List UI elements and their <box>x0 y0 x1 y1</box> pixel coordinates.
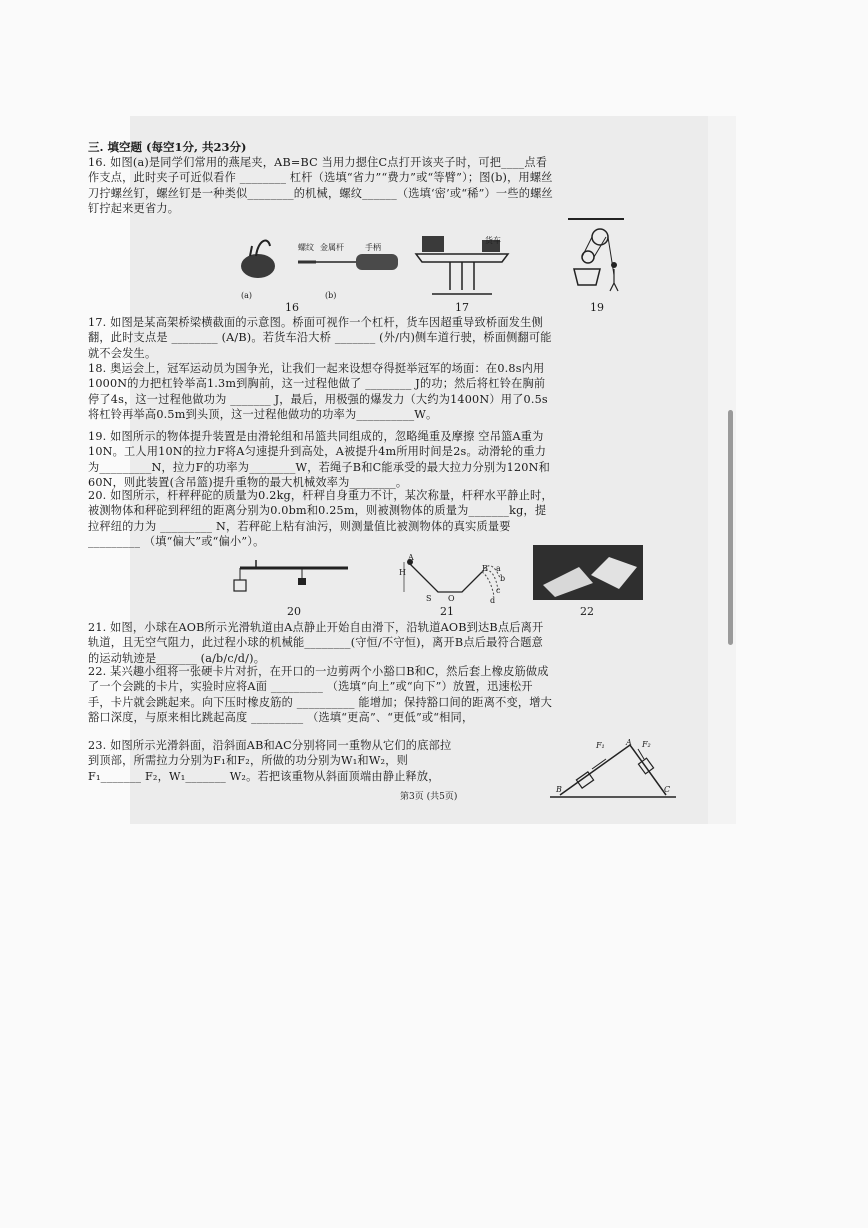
question-19: 19. 如图所示的物体提升装置是由滑轮组和吊篮共同组成的，忽略绳重及摩擦 空吊篮A重为10N。工人用10N的拉力F将A匀速提升到高处，A被提升4m所用时间是2s。动滑轮的重力为_________N，拉力F的功率为________W，若绳子B和C能承受的最大拉力分别为120N和60N，则此装置(含吊篮)提升重物的最大机械效率为________。 <box>88 430 550 490</box>
label-b: b <box>500 574 506 583</box>
label-fig16b: (b) <box>325 291 337 300</box>
figure-16-clip <box>230 228 290 288</box>
label-C-23: C <box>664 785 671 794</box>
label-fig16a: (a) <box>241 291 253 300</box>
label-O: O <box>448 594 455 603</box>
question-17: 17. 如图是某高架桥梁横截面的示意图。桥面可视作一个杠杆，货车因超重导致桥面发生侧翻，此时支点是 ________ (A/B)。若货车沿大桥 _______ (外/内)侧车道行驶，桥面侧翻可能就不会发生。 <box>88 316 552 360</box>
label-A-23: A <box>626 738 632 747</box>
label-S: S <box>426 594 432 603</box>
fig-22-number: 22 <box>580 605 594 618</box>
label-A-21: A <box>408 553 414 562</box>
question-22: 22. 某兴趣小组将一张硬卡片对折，在开口的一边剪两个小豁口B和C，然后套上橡皮筋做成了一个会跳的卡片，实验时应将A面 _________ （选填“向上”或“向下”）放置，迅速松开手，卡片就会跳起来。向下压时橡皮筋的 __________ 能增加；保持豁口间的距离不变，增大豁口深度，与原来相比跳起高度 _________ （选填“更高”、“更低”或“相同， <box>88 665 553 725</box>
label-F1: F₁ <box>596 741 605 750</box>
page-footer: 第3页 (共5页) <box>400 792 458 802</box>
question-21: 21. 如图，小球在AOB所示光滑轨道由A点静止开始自由滑下，沿轨道AOB到达B点后离开轨道，且无空气阻力，此过程小球的机械能________(守恒/不守恒)，离开B点后最符合题意的运动轨迹是_______ (a/b/c/d/)。 <box>88 621 544 665</box>
fig-16-number: 16 <box>285 301 299 314</box>
label-handle: 手柄 <box>365 243 381 252</box>
question-20: 20. 如图所示，杆秤秤砣的质量为0.2kg，杆秤自身重力不计，某次称量，杆秤水平静止时，被测物体和秤砣到秤纽的距离分别为0.0bm和0.25m，则被测物体的质量为_______kg，提拉秤纽的力为 _________ N，若秤砣上粘有油污，则测量值比被测物体的真实质量要 _________ （填“偏大”或“偏小”）。 <box>88 489 553 549</box>
fig-21-number: 21 <box>440 605 454 618</box>
figure-16-screwdriver <box>296 250 406 275</box>
figure-23-incline <box>548 735 678 805</box>
label-c: c <box>496 586 501 595</box>
figure-22-photo <box>533 545 643 600</box>
label-B-23: B <box>556 785 562 794</box>
fig-19-number: 19 <box>590 301 604 314</box>
label-a: a <box>496 564 501 573</box>
label-F2: F₂ <box>642 740 651 749</box>
label-metal-rod: 金属杆 <box>320 243 344 252</box>
label-screw: 螺纹 <box>298 243 314 252</box>
label-H: H <box>399 568 406 577</box>
fig-20-number: 20 <box>287 605 301 618</box>
question-16: 16. 如图(a)是同学们常用的燕尾夹，AB=BC 当用力摁住C点打开该夹子时，可把____点看作支点，此时夹子可近似看作 ________ 杠杆（选填“省力”“费力”或“等臂”）；图(b)，用螺丝刀拧螺丝钉，螺丝钉是一种类似________的机械，螺纹______（选填‘密’或“稀”）一些的螺丝钉拧起来更省力。 <box>88 156 553 216</box>
fig-17-number: 17 <box>455 301 469 314</box>
section-heading: 三. 填空题 (每空1分, 共23分) <box>88 140 247 154</box>
figure-19-pulley <box>566 215 626 295</box>
label-B-21: B <box>482 564 488 573</box>
question-23: 23. 如图所示光滑斜面，沿斜面AB和AC分别将同一重物从它们的底部拉到顶部，所需拉力分别为F₁和F₂，所做的功分别为W₁和W₂，则F₁_______ F₂，W₁_______ W₂。若把该重物从斜面顶端由静止释放， <box>88 739 452 783</box>
label-d: d <box>490 596 496 605</box>
scrollbar-thumb[interactable] <box>728 410 733 645</box>
label-truck: 货车 <box>485 236 501 245</box>
question-18: 18. 奥运会上，冠军运动员为国争光，让我们一起来设想夺得挺举冠军的场面：在0.8s内用1000N的力把杠铃举高1.3m到胸前，这一过程他做了 ________ J的功；然后将杠铃在胸前停了4s，这一过程他做功为 _______ J，最后，用极强的爆发力（大约为1400N）用了0.5s将杠铃再举高0.5m到头顶，这一过程他做功的功率为__________W。 <box>88 362 548 422</box>
figure-20-steelyard <box>232 556 352 601</box>
